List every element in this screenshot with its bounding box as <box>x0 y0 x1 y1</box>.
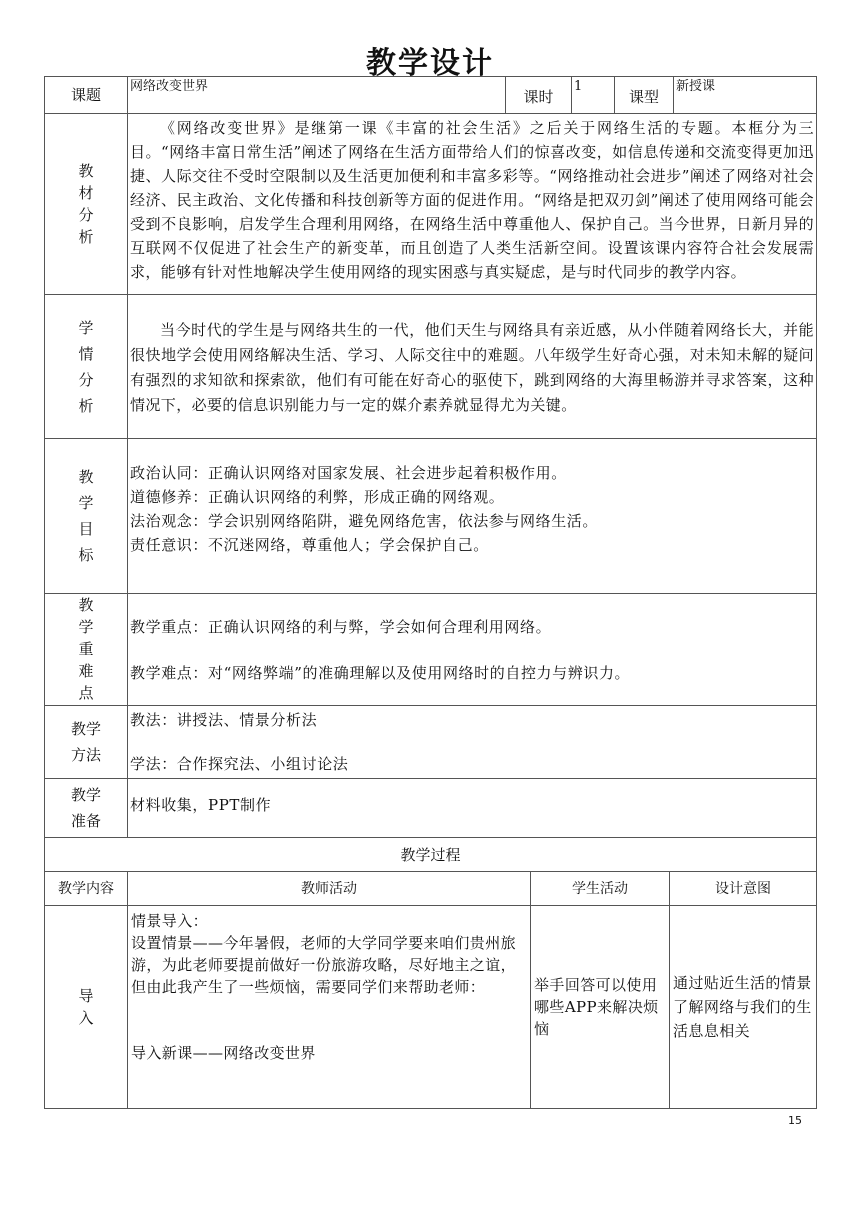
methods-row <box>45 706 817 779</box>
preparation-row <box>45 779 817 838</box>
student-analysis-row <box>45 295 817 439</box>
learning-method-text: 学法：合作探究法、小组讨论法 <box>130 755 349 773</box>
lesson-plan-table-container <box>44 76 816 1109</box>
key-point-text: 教学重点：正确认识网络的利与弊，学会如何合理利用网络。 <box>130 617 552 636</box>
teacher-activity-end: 导入新课——网络改变世界 <box>131 1044 316 1062</box>
hours-label: 课时 <box>506 77 572 114</box>
topic-value: 网络改变世界 <box>128 77 506 114</box>
methods-label-line2: 方法 <box>70 746 101 764</box>
preparation-label-line2: 准备 <box>70 812 101 830</box>
header-row <box>45 77 817 114</box>
goals-label: 教学目标 <box>78 468 94 564</box>
column-header-intent: 设计意图 <box>670 872 817 906</box>
goal-item: 道德修养：正确认识网络的利弊，形成正确的网络观。 <box>130 488 505 506</box>
difficult-point-text: 教学难点：对“网络弊端”的准确理解以及使用网络时的自控力与辨识力。 <box>130 663 631 682</box>
type-label: 课型 <box>615 77 674 114</box>
goal-item: 政治认同：正确认识网络对国家发展、社会进步起着积极作用。 <box>130 464 567 482</box>
page-title: 教学设计 <box>366 46 494 81</box>
type-value: 新授课 <box>674 77 817 114</box>
key-points-cell <box>128 594 817 706</box>
material-analysis-label: 教材分析 <box>78 161 94 246</box>
topic-label: 课题 <box>45 77 128 114</box>
goals-row <box>45 439 817 594</box>
student-analysis-text: 当今时代的学生是与网络共生的一代，他们天生与网络具有亲近感，从小伴随着网络长大，并能很快地学会使用网络解决生活、学习、人际交往中的难题。八年级学生好奇心强，对未知未解的疑问有强烈的求知欲和探索欲，他们有可能在好奇心的驱使下，跳到网络的大海里畅游并寻求答案，这种情况下，必要的信息识别能力与一定的媒介素养就显得尤为关键。 <box>128 295 817 439</box>
goal-item: 法治观念：学会识别网络陷阱，避免网络危害，依法参与网络生活。 <box>130 512 599 530</box>
key-points-row <box>45 594 817 706</box>
goal-item: 责任意识：不沉迷网络，尊重他人；学会保护自己。 <box>130 536 489 554</box>
column-header-content: 教学内容 <box>45 872 128 906</box>
teaching-method-text: 教法：讲授法、情景分析法 <box>130 711 318 729</box>
column-header-teacher: 教师活动 <box>128 872 531 906</box>
preparation-text: 材料收集，PPT制作 <box>130 796 272 814</box>
student-analysis-label: 学情分析 <box>78 318 94 415</box>
student-activity-cell: 举手回答可以使用哪些APP来解决烦恼 <box>531 906 670 1109</box>
methods-cell <box>128 706 817 779</box>
design-intent-cell: 通过贴近生活的情景了解网络与我们的生活息息相关 <box>670 906 817 1109</box>
process-row <box>45 906 817 1109</box>
material-analysis-text: 《网络改变世界》是继第一课《丰富的社会生活》之后关于网络生活的专题。本框分为三目。“网络丰富日常生活”阐述了网络在生活方面带给人们的惊喜改变，如信息传递和交流变得更加迅捷、人际交往不受时空限制以及生活更加便利和丰富多彩等。“网络推动社会进步”阐述了网络对社会经济、民主政治、文化传播和科技创新等方面的促进作用。“网络是把双刃剑”阐述了使用网络可能会受到不良影响，启发学生合理利用网络，在网络生活中尊重他人、保护自己。当今世界，日新月异的互联网不仅促进了社会生产的新变革，而且创造了人类生活新空间。设置该课内容符合社会发展需求，能够有针对性地解决学生使用网络的现实困惑与真实疑虑，是与时代同步的教学内容。 <box>128 114 817 295</box>
key-points-label: 教学重难点 <box>78 596 94 702</box>
process-columns-row <box>45 872 817 906</box>
preparation-label-line1: 教学 <box>70 786 101 804</box>
process-content-label: 导入 <box>78 986 94 1027</box>
process-heading-row <box>45 838 817 872</box>
teacher-activity-cell <box>128 906 531 1109</box>
hours-value: 1 <box>572 77 615 114</box>
lesson-plan-table <box>44 76 817 1109</box>
process-heading: 教学过程 <box>45 838 817 872</box>
teacher-activity-line: 设置情景——今年暑假，老师的大学同学要来咱们贵州旅游，为此老师要提前做好一份旅游攻略，尽好地主之谊，但由此我产生了一些烦恼，需要同学们来帮助老师： <box>131 934 517 996</box>
teacher-activity-line: 情景导入： <box>131 912 209 930</box>
column-header-student: 学生活动 <box>531 872 670 906</box>
goals-cell <box>128 439 817 594</box>
material-analysis-row <box>45 114 817 295</box>
page-number: 15 <box>788 1114 802 1127</box>
methods-label-line1: 教学 <box>70 720 101 738</box>
